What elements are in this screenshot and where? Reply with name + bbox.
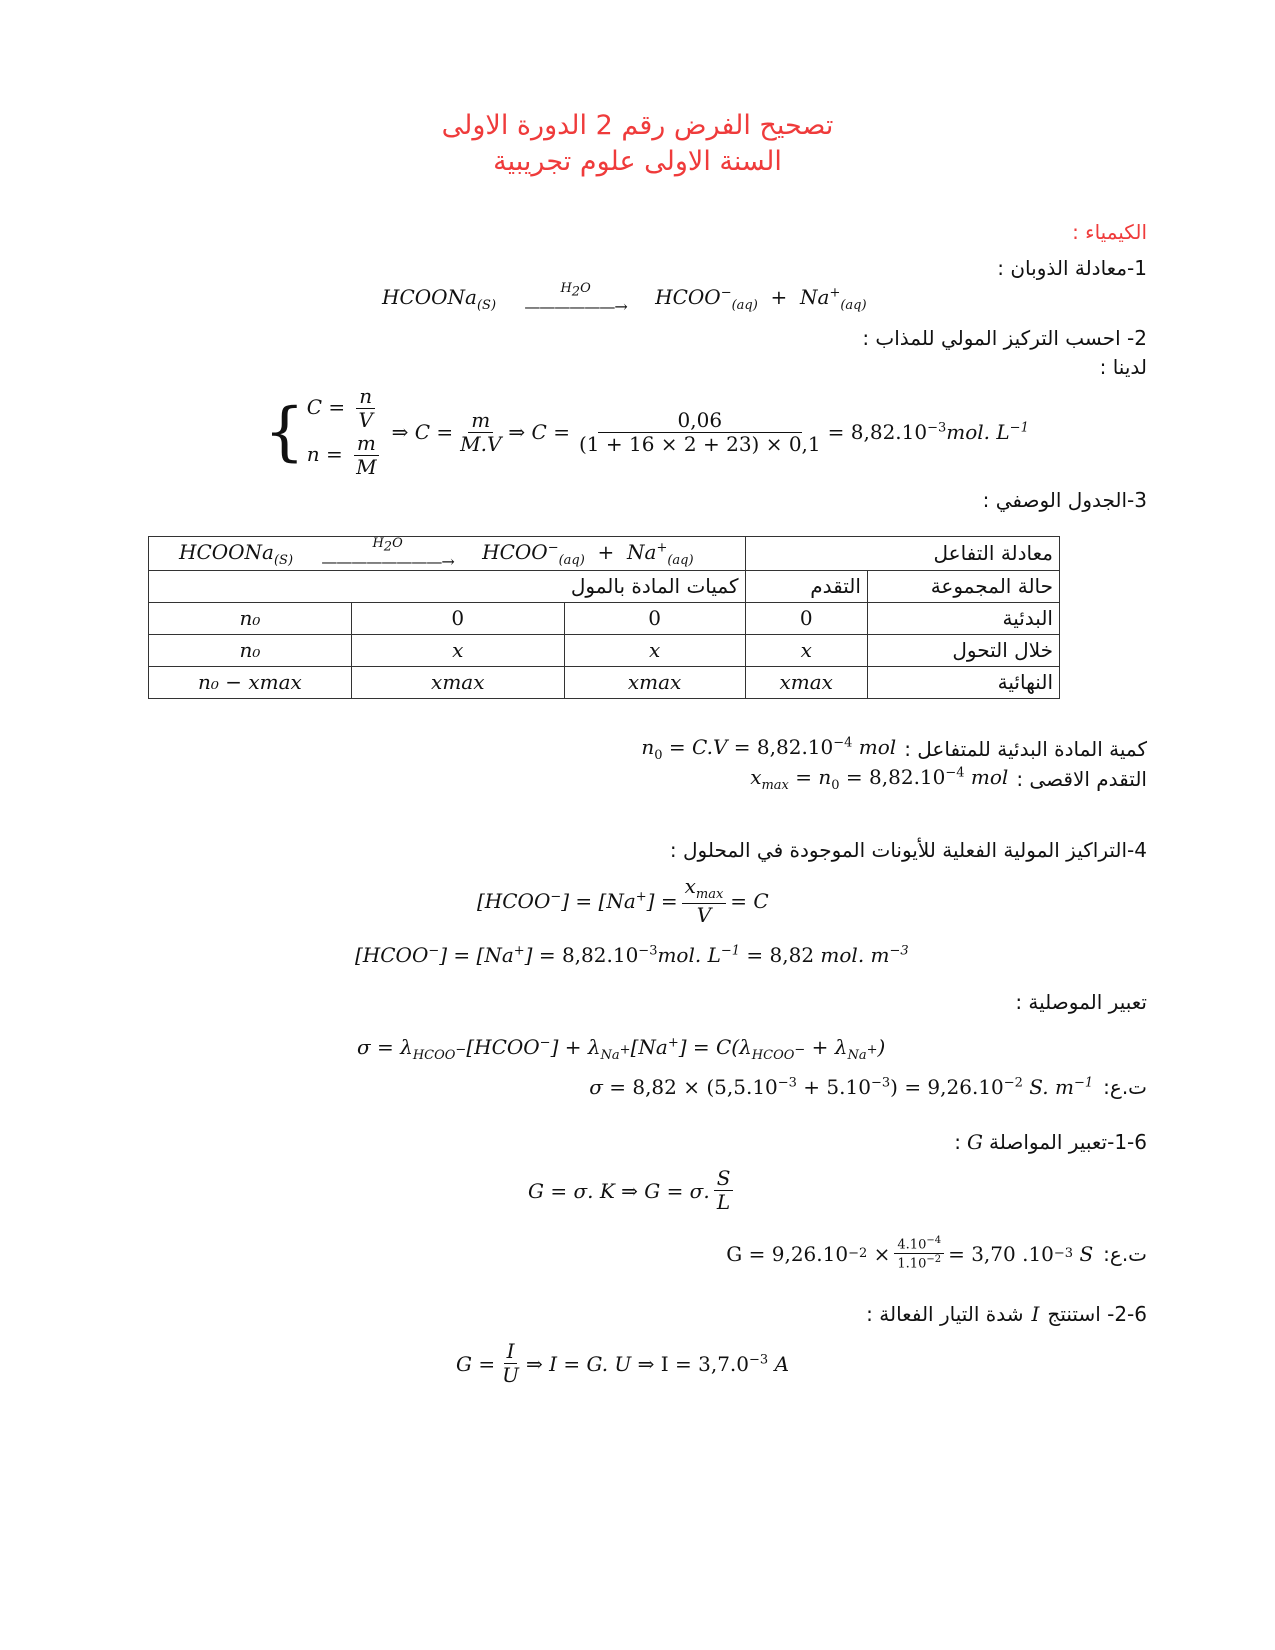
table-row: n₀ 0 0 0 البدئية [149, 602, 1060, 634]
conc-denominator: (1 + 16 × 2 + 23) × 0,1 [578, 431, 821, 456]
table-quantities-label: كميات المادة بالمول [149, 570, 746, 602]
conductivity-label: تعبير الموصلية : [1015, 990, 1147, 1014]
conc-numerator: 0,06 [598, 409, 803, 433]
table-advance-label: التقدم [745, 570, 867, 602]
table-state-label: حالة المجموعة [867, 570, 1059, 602]
ladayna-label: لدينا : [1099, 355, 1147, 379]
title-line-2: السنة الاولى علوم تجريبية [493, 146, 782, 177]
title-line-1: تصحيح الفرض رقم 2 الدورة الاولى [441, 110, 834, 141]
current-formula: G = $\frac{I}{U}$ ⇒ I = G. U ⇒ $I = 3,7.0^{-3}$ A [456, 1339, 790, 1387]
concentration-calc: { C = $\frac{n}{V}$ n = $\frac{m}{M}$ ⇒ C = $\frac{m}{M.V}$ ⇒ C = $\frac{0,06}{(1 + 16 \times 2 + 23) \times 0,1}$ = $8,82.10^{-3}mol$. $L^{-1}$ [264, 384, 1029, 479]
n0-line: كمية المادة البدئية للمتفاعل : $n_0 = C.V = 8,82.10^{-4}$ mol [641, 735, 1147, 763]
ion-conc-formula: [HCOO−] = [Na+] = $\frac{x_{max}}{V}$ = C [477, 874, 769, 927]
table-equation-label: معادلة التفاعل [745, 537, 1059, 571]
conc-result: = $8,82.10^{-3}mol$. $L^{-1}$ [827, 420, 1029, 444]
q61-line: 1-6-تعبير المواصلة G : [954, 1130, 1147, 1154]
conductance-formula: G = σ. K ⇒ G = σ. $\frac{S}{L}$ [528, 1167, 737, 1214]
ion-conc-value: [HCOO−] = $[Na^+] = 8,82.10^{-3}mol$. $L^{-1} = 8,82$ mol. $m^{-3}$ [355, 943, 909, 967]
q2-label: 2- احسب التركيز المولي للمذاب : [862, 326, 1147, 350]
xmax-line: التقدم الاقصى : $x_{max} = n_0 = 8,82.10^{-4}$ mol [750, 765, 1147, 793]
conductivity-formula: $\sigma = \lambda_{HCOO^-}[HCOO^-] + \lambda_{Na^+}[Na^+] = C(\lambda_{HCOO^-} + \lambda_{Na^+})$ [357, 1035, 886, 1063]
table-equation: HCOONa$_{(S)}$ $H_2O$ ————————→ $HCOO^-_{(aq)} + Na^+_{(aq)}$ [149, 537, 746, 571]
q1-label: 1-معادلة الذوبان : [997, 256, 1147, 280]
dissolution-equation: HCOONa$_{(S)}$ $H_2O$ ——————→ $HCOO^-_{(aq)} + Na^+_{(aq)}$ [382, 281, 867, 316]
q3-label: 3-الجدول الوصفي : [982, 488, 1147, 512]
table-row: n₀ x x x خلال التحول [149, 634, 1060, 666]
conductance-numeric: ت.ع: G = 9,26.10 −2 × $\frac{4.10^{-4}}{1.10^{-2}}$ = 3,70 .10 −3 S [726, 1235, 1147, 1272]
conductivity-numeric: ت.ع: $\sigma = 8,82 \times (5,5.10^{-3} + 5.10^{-3}) = 9,26.10^{-2}$ S. $m^{-1}$ [589, 1075, 1147, 1099]
q4-label: 4-التراكيز المولية الفعلية للأيونات الموجودة في المحلول : [669, 838, 1147, 862]
descriptive-table [148, 536, 1060, 699]
chemistry-heading: الكيمياء : [1072, 220, 1147, 244]
table-row: n₀ − xmax xmax xmax xmax النهائية [149, 666, 1060, 698]
q62-line: 2-6- استنتج I شدة التيار الفعالة : [866, 1302, 1147, 1326]
